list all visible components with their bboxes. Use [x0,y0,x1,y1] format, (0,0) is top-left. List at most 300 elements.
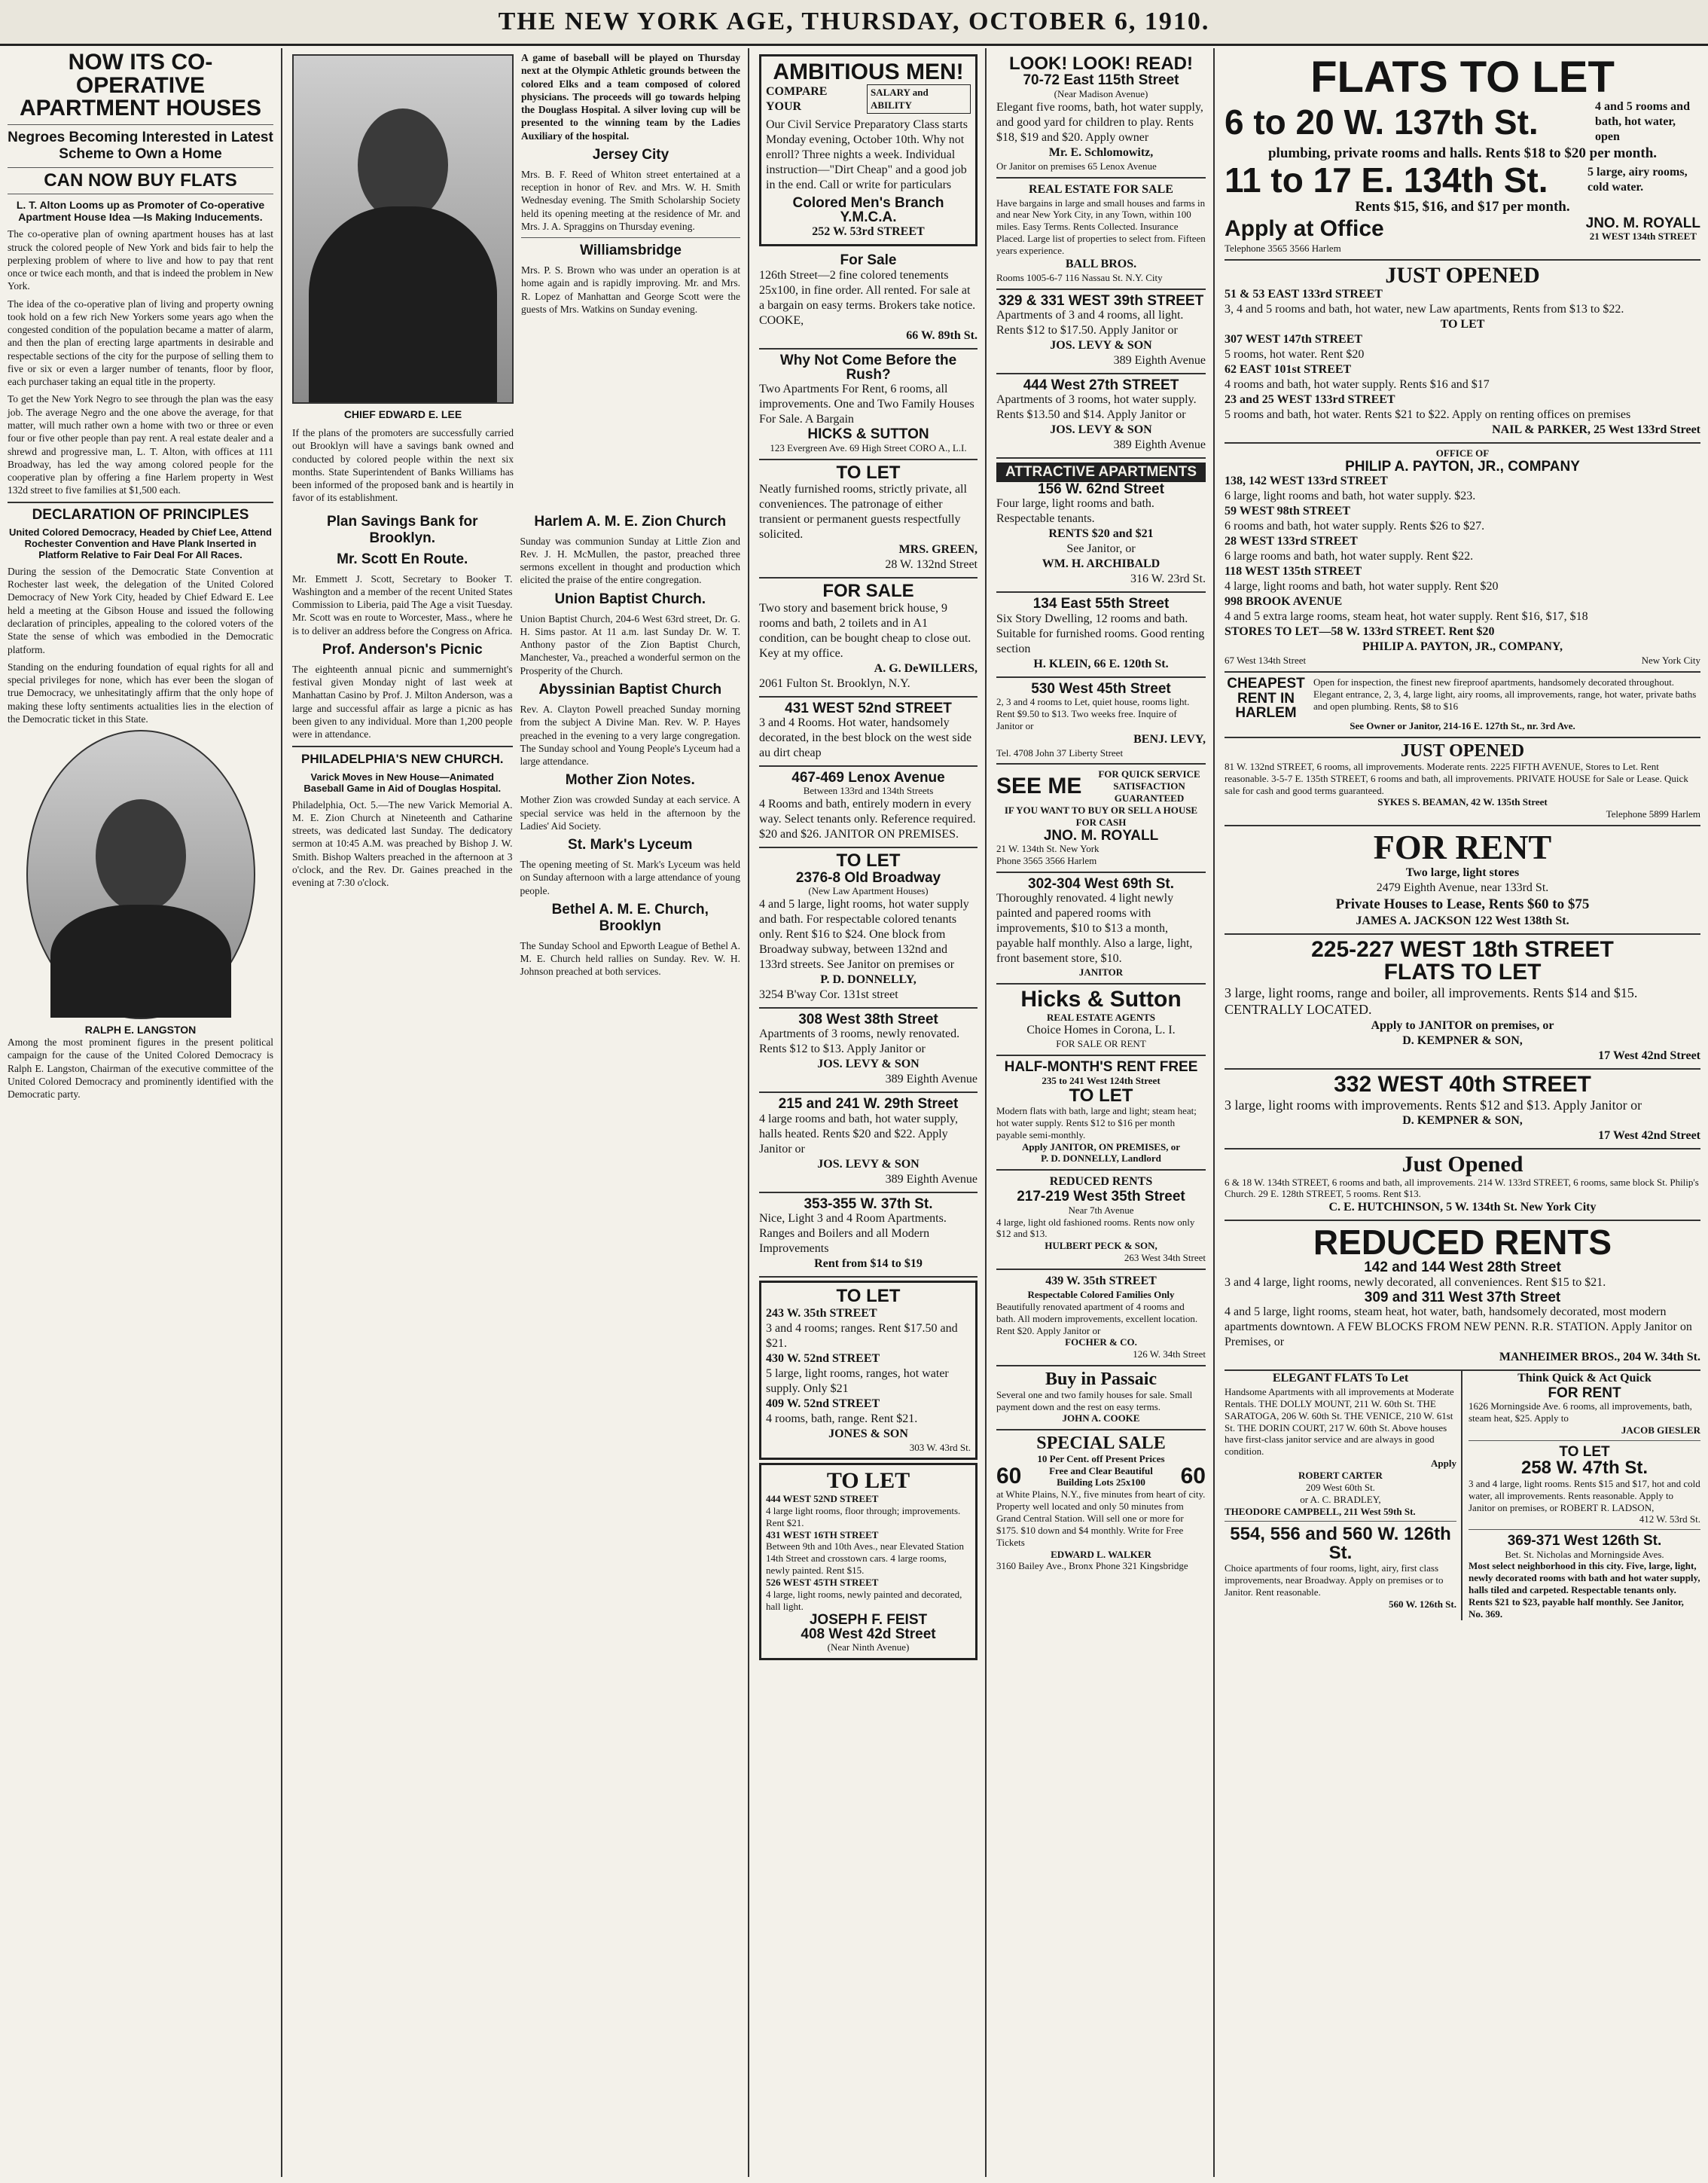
ad-address: 2479 Eighth Avenue, near 133rd St. [1376,881,1549,894]
article-paragraph: Mrs. B. F. Reed of Whiton street entertained at a reception in honor of Rev. and Mrs. W. H. Smith Wednesday evening. The Smith Scholarship Society held its opening meeting at the residence of Mr. and Mrs. J. A. Spraggins on Thursday evening. [521,168,740,232]
ad-body: Neatly furnished rooms, strictly private, all conveniences. The patronage of either transient or permanent guests respectfully solicited. [759,483,967,542]
ad-body: 4 large, light rooms, newly painted and decorated, hall light. [766,1588,962,1612]
column-3 [752,48,987,2177]
ad-name: JNO. M. ROYALL [1043,827,1159,844]
masthead: THE NEW YORK AGE, THURSDAY, OCTOBER 6, 1910. [0,0,1708,46]
ad-address: 2376-8 Old Broadway [795,869,941,886]
ad-text: COMPARE YOUR [766,84,828,113]
ad-address: 431 WEST 16TH STREET [766,1528,879,1540]
ad-address: 998 BROOK AVENUE [1225,595,1343,609]
ad-body: 4 large rooms and bath, hot water supply, halls heated. Rents $20 and $22. Apply Janitor or [759,1112,958,1156]
ad-schlomowitz [996,51,1206,179]
photo-caption: RALPH E. LANGSTON [84,1024,197,1037]
ad-address: 51 & 53 EAST 133rd STREET [1225,288,1383,301]
ad-body: 5 rooms, hot water. Rent $20 [1225,348,1365,362]
ad-cheapest-rent [1225,673,1700,738]
ad-body: Our Civil Service Preparatory Class starts Monday evening, October 10th. Why not enroll? Three nights a week. Individual instruction—"Dirt Cheap" and a good job in the end. Call or write for particulars [766,118,968,191]
section-deck: Varick Moves in New House—Animated Baseball Game in Aid of Douglas Hospital. [303,771,502,794]
ad-firm: D. KEMPNER & SON, [1402,1033,1523,1047]
deck-alton: L. T. Alton Looms up as Promoter of Co-operative Apartment House Idea —Is Making Inducements. [16,199,265,224]
ad-address: 21 WEST 134th STREET [1589,230,1697,242]
ad-address: 2061 Fulton St. Brooklyn, N.Y. [759,676,910,690]
ad-address: 126 W. 34th Street [1133,1348,1206,1360]
ad-address: 303 W. 43rd St. [909,1441,971,1453]
ad-address: 23 and 25 WEST 133rd STREET [1225,393,1395,407]
ad-subtitle: OFFICE OF [1435,447,1490,459]
headline-buy-flats: CAN NOW BUY FLATS [44,169,237,191]
ad-passaic [996,1366,1206,1430]
article-paragraph: The Sunday School and Epworth League of Bethel A. M. E. Church held rallies on Sunday. Rev. W. H. Johnson preached at both services. [520,939,740,978]
section-head: PHILADELPHIA'S NEW CHURCH. [301,751,504,766]
section-head: Williamsbridge [580,243,682,259]
ad-firm: HULBERT PECK & SON, [1045,1240,1157,1252]
ad-body: 3 large, light rooms with improvements. Rents $12 and $13. Apply Janitor or [1225,1097,1642,1113]
ad-body: 6 rooms and bath, hot water supply. Rents $26 to $27. [1225,520,1485,533]
ad-body: Most select neighborhood in this city. Five, large, light, newly decorated rooms with bath and hot water supply, halls tiled and carpeted. Respectable tenants only. Rents $21 to $23, payable half monthly. See Janitor, No. 369. [1469,1560,1700,1620]
ad-body: 4 large, light rooms and bath, hot water supply. Rent $20 [1225,580,1499,594]
ad-title: ATTRACTIVE APARTMENTS [996,463,1206,481]
ad-title: LOOK! LOOK! READ! [1009,53,1193,74]
ad-address: 11 to 17 E. 134th St. [1225,160,1548,200]
ad-address: 156 W. 62nd Street [1038,481,1164,497]
article-paragraph: Philadelphia, Oct. 5.—The new Varick Memorial A. M. E. Zion Church at Nineteenth and Catharine streets, was dedicated last Sunday. The dedicatory sermon at 10:45 A.M. was preached by Bishop J. W. Smith. Bishop Walters preached in the afternoon at 3 o'clock, and the Rev. Dr. Gaines preached in the evening at 7:30 o'clock. [292,798,513,889]
ad-subtitle: REAL ESTATE AGENTS [1046,1011,1155,1023]
ad-body: 4 large light rooms, floor through; improvements. Rent $21. [766,1504,961,1528]
ad-body: Open for inspection, the finest new fireproof apartments, handsomely decorated throughout. Elegant entrance, 2, 3, 4, large light, airy rooms, all improvements, range, hot water, private baths and open plumbing. Rents, $8 to $16 [1313,676,1697,713]
article-paragraph: If the plans of the promoters are successfully carried out Brooklyn will have a savings bank owned and conducted by colored people within the next six months. State Superintendent of Banks Williams has been informed of the proposed bank and is heartily in favor of its establishment. [292,427,514,504]
ad-address: 138, 142 WEST 133rd STREET [1225,475,1388,488]
ad-think-quick [1469,1371,1700,1437]
ad-royall-flats [1225,51,1700,261]
ad-firm: JONES & SON [828,1427,908,1440]
ad-name: C. E. HUTCHINSON, 5 W. 134th St. New York City [1328,1201,1597,1214]
section-head: Mr. Scott En Route. [337,551,468,567]
ad-subtitle: Respectable Colored Families Only [1027,1289,1175,1301]
ad-126th-street [759,249,978,349]
ad-subtitle: Between 133rd and 134th Streets [803,785,934,797]
ad-name: JOHN A. COOKE [1062,1412,1140,1424]
ad-address: 409 W. 52nd STREET [766,1397,880,1410]
ad-title: Hicks & Sutton [1020,987,1182,1012]
ad-title: FOR SALE [822,581,914,602]
ad-address: 263 West 34th Street [1124,1252,1206,1264]
ad-title: 332 WEST 40th STREET [1334,1071,1591,1097]
ad-title: Buy in Passaic [1045,1369,1157,1390]
column-1 [0,48,282,2177]
ad-firm: FOCHER & CO. [1065,1336,1137,1348]
ad-firm: JOS. LEVY & SON [1050,423,1152,437]
ad-title: For Sale [840,252,897,269]
ad-text: Private Houses to Lease, Rents $60 to $75 [1335,896,1590,912]
article-paragraph: The co-operative plan of owning apartment houses has at last struck the colored people of New York and bids fair to help the perplexing problem of where to live and how to pay that rent once or twice each month, and that is indeed the problem in New York. [8,228,273,292]
ad-address: 235 to 241 West 124th Street [1042,1074,1161,1086]
ad-title: PHILIP A. PAYTON, JR., COMPANY [1345,459,1580,475]
ad-subtitle: 10 Per Cent. off Present Prices [1037,1452,1165,1464]
ad-elegant-flats [1225,1371,1456,1517]
ad-title: AMBITIOUS MEN! [773,60,964,84]
ad-address: 142 and 144 West 28th Street [1364,1259,1561,1276]
ad-title: FOR RENT [1373,828,1552,867]
ad-body: Choice Homes in Corona, L. I. [1026,1024,1176,1037]
ad-body: Modern flats with bath, large and light; steam heat; hot water supply. Rents $12 to $16 per month payable semi-monthly. [996,1105,1197,1140]
ad-title: SEE ME [996,773,1082,798]
ad-address: 217-219 West 35th Street [1017,1189,1185,1205]
article-paragraph: Among the most prominent figures in the present political campaign for the cause of the United Colored Democracy is Ralph E. Langston, Chairman of the executive committee of the United Colored Democracy and prominently identified with the Democratic party. [8,1037,273,1101]
ad-body: 6 & 18 W. 134th STREET, 6 rooms and bath, all improvements. 214 W. 133rd STREET, 6 rooms, same block St. Philip's Church. 29 E. 128th STREET, 5 rooms. Rent $13. [1225,1176,1699,1200]
ad-address: 123 Evergreen Ave. 69 High Street CORO A., L.I. [770,441,967,453]
ad-address: Or Janitor on premises 65 Lenox Avenue [996,160,1157,172]
deck-cooperative: Negroes Becoming Interested in Latest Scheme to Own a Home [8,129,273,162]
ad-text: FOR QUICK SERVICE SATISFACTION GUARANTEED [1098,768,1200,805]
portrait-photo-lee [292,54,514,404]
section-head: Union Baptist Church. [554,591,706,607]
ad-text: or A. C. BRADLEY, [1300,1493,1381,1505]
article-paragraph: Mother Zion was crowded Sunday at each service. A special service was held in the afternoon by the Ladies' Aid Society. [520,794,740,832]
ad-joseph-feist [759,1463,978,1660]
ad-431-w-52nd [759,698,978,767]
ad-body: Nice, Light 3 and 4 Room Apartments. Ranges and Boilers and all Modern Improvements [759,1212,947,1256]
ad-body: Thoroughly renovated. 4 light newly painted and papered rooms with improvements, $10 to $13 a month, payable half monthly. Also a large, light, front basement store, $10. [996,892,1193,966]
article-paragraph: Standing on the enduring foundation of equal rights for all and special privileges for none, which has ever been the slogan of true Democracy, we unhesitatingly affirm that the only hope of making these lofty sentiments actualities lies in the election of the Democratic ticket in this State. [8,661,273,725]
article-paragraph: The idea of the co-operative plan of living and property owning took hold on a few rich New Yorkers some years ago when the congested condition of the population became a matter of alarm, and then the plan of erecting large apartments in desirable and respectable sections of the city for the purpose of selling them to five or six or even a larger number of tenants, floor by floor, each purchaser taking an equal title in the property. [8,298,273,388]
article-paragraph: The eighteenth annual picnic and summernight's festival given Monday night of last week at Manhattan Casino by Prof. J. Milton Anderson, was a large and successful affair as large a picnic as has been given to any individual. More than 1,200 people were in attendance. [292,663,513,740]
ad-subtitle: (Near Madison Avenue) [1054,87,1148,99]
article-paragraph: Rev. A. Clayton Powell preached Sunday morning from the subject A Divine Man. Rev. W. P. Hayes preached in the evening to a very large congregation. The Sunday school and Young People's Lyceum had a large attendance. [520,703,740,768]
ad-address: 316 W. 23rd St. [1130,572,1206,586]
article-paragraph: Union Baptist Church, 204-6 West 63rd street, Dr. G. H. Sims pastor. At 11 a.m. last Sunday Dr. W. T. Anthony pastor of the Zion Baptist Church, Manchester, Va., preached a wonderful sermon on the Prosperity of the Church. [520,612,740,676]
ad-address: 62 EAST 101st STREET [1225,363,1352,377]
ad-attractive-apartments [996,459,1206,593]
ad-subtitle: Bet. St. Nicholas and Morningside Aves. [1505,1548,1664,1560]
ad-jones-son [759,1281,978,1460]
ad-address: 307 WEST 147th STREET [1225,333,1363,347]
ad-name: WM. H. ARCHIBALD [1042,557,1161,571]
ad-title: HALF-MONTH'S RENT FREE [1004,1059,1198,1076]
headline-declaration: DECLARATION OF PRINCIPLES [32,506,249,523]
ad-name: P. D. DONNELLY, [820,972,917,986]
ad-firm: NAIL & PARKER, 25 West 133rd Street [1492,423,1700,437]
ad-address: 389 Eighth Avenue [1113,438,1206,452]
ad-body: at White Plains, N.Y., five minutes from heart of city. Property well located and only 50 minutes from Grand Central Station. Will sell one or more for $175. $10 down and $4 monthly. Write for Free Tickets [996,1488,1206,1548]
ad-text: See Owner or Janitor, 214-16 E. 127th St., nr. 3rd Ave. [1350,720,1575,732]
ad-w-29th [759,1093,978,1192]
article-paragraph: During the session of the Democratic State Convention at Rochester last week, the delegation of the United Colored Democracy of New York City, headed by Chief Edward E. Lee held a meeting at the Gibson House and issued the following declaration of principles, appealing to the colored voters of the State the sense of which was embodied in the Democratic platform. [8,565,273,655]
ad-title: TO LET [826,1468,910,1494]
ad-address: 258 W. 47th St. [1520,1458,1649,1479]
ad-body: 6 large, light rooms and bath, hot water supply. $23. [1225,490,1476,503]
ad-address: 412 W. 53rd St. [1639,1513,1700,1525]
ad-firm: D. KEMPNER & SON, [1402,1114,1523,1128]
article-paragraph: A game of baseball will be played on Thursday next at the Olympic Athletic grounds between the colored Elks and a team composed of colored physicians. The proceeds will go towards helping the Douglass Hospital. A silver loving cup will be presented to the winning team by the Ladies Auxiliary of the hospital. [521,52,740,142]
ad-rent: Rent from $14 to $19 [814,1257,923,1271]
ad-name: SYKES S. BEAMAN, 42 W. 135th Street [1377,796,1548,808]
ad-title: 225-227 WEST 18th STREET [1311,936,1614,962]
ad-body: 81 W. 132nd STREET, 6 rooms, all improvements. Moderate rents. 2225 FIFTH AVENUE, Stores to Let. Rent reasonable. 3-5-7 E. 135th STREET, 6 rooms and bath, all improvements. PRIVATE HOUSE for Sale or Lease. Quick sale for cash and good terms guaranteed. [1225,760,1688,796]
ad-title: 329 & 331 WEST 39th STREET [998,292,1204,309]
ad-body: 126th Street—2 fine colored tenements 25x100, in fine order. All rented. For sale at a bargain on easy terms. Brokers take notice. COOKE, [759,268,976,327]
ad-hutchinson [1225,1150,1700,1221]
ad-body: plumbing, private rooms and halls. Rents $18 to $20 per month. [1267,145,1658,162]
ad-address: 28 WEST 133rd STREET [1225,535,1358,548]
ad-subtitle: TO LET [1440,318,1485,331]
ad-address: 67 West 134th Street [1225,655,1307,667]
ad-title: 439 W. 35th STREET [1045,1275,1157,1288]
ad-title: TO LET [836,1286,901,1307]
ad-text: Two large, light stores [1405,866,1520,879]
ad-name: Mr. E. Schlomowitz, [1048,145,1154,159]
ad-body: Six Story Dwelling, 12 rooms and bath. Suitable for furnished rooms. Good renting section [996,612,1205,655]
ad-body: Handsome Apartments with all improvements at Moderate Rentals. THE DOLLY MOUNT, 211 W. 60th St. THE SARATOGA, 206 W. 60th St. THE VENICE, 210 W. 61st St. THE DORIN COURT, 217 W. 60th St. Above houses have first-class janitor service and are always in good condition. [1225,1386,1454,1458]
ad-ymca [759,54,978,246]
ad-ball-bros [996,179,1206,290]
ad-w-126th-554 [1225,1525,1456,1610]
ad-firm: JOS. LEVY & SON [817,1058,920,1071]
photo-caption: CHIEF EDWARD E. LEE [343,408,462,420]
ad-body: Apartments of 3 rooms, newly renovated. Rents $12 to $13. Apply Janitor or [759,1027,960,1056]
ad-city: New York City [1641,655,1700,667]
ad-body: 3 and 4 Rooms. Hot water, handsomely decorated, in the best block on the west side au dirt cheap [759,716,972,760]
ad-title: 134 East 55th Street [1032,596,1170,612]
ad-title: TO LET [836,462,901,483]
ad-body: Apartments of 3 and 4 rooms, all light. Rents $12 to $17.50. Apply Janitor or [996,309,1184,337]
ad-firm: PHILIP A. PAYTON, JR., COMPANY, [1362,640,1563,654]
ad-title: 444 West 27th STREET [1023,377,1179,394]
section-head: Plan Savings Bank for Brooklyn. [326,513,478,546]
ad-nail-parker [1225,261,1700,444]
ad-name: H. KLEIN, 66 E. 120th St. [1033,657,1169,670]
ad-body: Elegant five rooms, bath, hot water supply, and good yard for children to play. Rents $18, $19 and $20. Apply owner [996,100,1203,144]
ad-address: 59 WEST 98th STREET [1225,505,1351,518]
ad-name: A. G. DeWILLERS, [874,661,978,675]
ad-address: 243 W. 35th STREET [766,1306,877,1320]
ad-text: 5 large, airy rooms, cold water. [1588,166,1688,194]
ad-name: P. D. DONNELLY, Landlord [1041,1153,1161,1165]
ad-address: 17 West 42nd Street [1598,1129,1700,1143]
ad-text: Apply [1431,1458,1456,1470]
ad-manheimer [1225,1221,1700,1371]
ad-w-40th [1225,1070,1700,1150]
ad-body: Between 9th and 10th Aves., near Elevated Station 14th Street and crosstown cars. 4 large rooms, newly painted. Rent $15. [766,1540,964,1577]
article-paragraph: Mrs. P. S. Brown who was under an operation is at home again and is rapidly improving. Mr. and Mrs. R. Lopez of Manhattan and George Scott were the guests of Mrs. Watkins on Sunday evening. [521,264,740,315]
ad-subtitle: (Near Ninth Avenue) [827,1641,910,1653]
ad-address: 389 Eighth Avenue [885,1172,978,1186]
ad-text: Free and Clear Beautiful Building Lots 25x100 [1049,1464,1153,1488]
section-head: Prof. Anderson's Picnic [322,641,483,658]
ad-text: JANITOR [1078,966,1124,979]
ad-address: 66 W. 89th St. [906,328,978,342]
ad-half-month-free [996,1056,1206,1171]
ad-address: 3254 B'way Cor. 131st street [759,988,898,1001]
ad-body: 3 and 4 large, light rooms, newly decorated, all conveniences. Rent $15 to $21. [1225,1275,1606,1289]
ad-hicks-sutton [759,350,978,460]
ad-text: Apply at Office [1225,215,1384,241]
ad-name: EDWARD L. WALKER [1051,1548,1151,1560]
ad-title: 431 WEST 52nd STREET [785,700,952,716]
ad-address: 408 West 42d Street [801,1626,936,1642]
ad-w-27th [996,374,1206,459]
ad-payton [1225,444,1700,673]
section-head: Abyssinian Baptist Church [538,681,722,698]
section-head: Bethel A. M. E. Church, Brooklyn [551,901,709,934]
ad-subtitle: TO LET [1069,1085,1133,1106]
ad-text: IF YOU WANT TO BUY OR SELL A HOUSE FOR CASH [1004,804,1198,828]
column-4 [989,48,1215,2177]
ad-firm: JOS. LEVY & SON [817,1157,920,1171]
ad-body: 4 large, light old fashioned rooms. Rents now only $12 and $13. [996,1216,1195,1240]
ad-subtitle: FOR RENT [1548,1385,1621,1401]
ad-subtitle: (New Law Apartment Houses) [808,885,929,897]
ad-phone: Phone 3565 3566 Harlem [996,854,1097,866]
ad-body: 2, 3 and 4 rooms to Let, quiet house, rooms light. Rent $9.50 to $13. Two weeks free. Inquire of Janitor or [996,695,1190,731]
ad-phone: Telephone 5899 Harlem [1606,808,1700,820]
ad-body: 3, 4 and 5 rooms and bath, hot water, new Law apartments, Rents from $13 to $22. [1225,303,1624,316]
ad-address: 209 West 60th St. [1306,1481,1375,1493]
ad-text: Apply JANITOR, ON PREMISES, or [1022,1140,1180,1153]
ad-w-18th [1225,935,1700,1070]
deck-declaration: United Colored Democracy, Headed by Chief Lee, Attend Rochester Convention and Have Plank Inserted in Platform Relative to Fair Deal For All Races. [9,526,272,560]
ad-hicks-sutton-corona [996,985,1206,1056]
ad-lenox-avenue [759,767,978,848]
ad-jackson [1225,826,1700,935]
ad-title: FLATS TO LET [1310,53,1615,102]
ad-title: REAL ESTATE FOR SALE [1029,182,1173,196]
ad-title: 308 West 38th Street [798,1011,938,1027]
ad-text: 4 and 5 rooms and bath, hot water, open [1595,100,1690,144]
ad-address: 389 Eighth Avenue [885,1073,978,1086]
ad-title: JUST OPENED [1385,262,1540,288]
ad-title: Just Opened [1401,1152,1523,1177]
ad-name: BENJ. LEVY, [1133,732,1206,746]
ad-w-47th [1469,1445,1700,1525]
ad-e-55th [996,593,1206,677]
ad-address: 70-72 East 115th Street [1023,72,1179,89]
ad-text: SALARY and ABILITY [867,84,971,114]
ad-body: Choice apartments of four rooms, light, airy, first class improvements, near Broadway. Apply on premises or to Janitor. Rent reasonable. [1225,1562,1444,1598]
ad-title: Why Not Come Before the Rush? [779,352,957,383]
ad-w-126th-369 [1469,1534,1700,1620]
ad-title: 530 West 45th Street [1031,680,1171,697]
ad-w-39th [996,290,1206,374]
portrait-photo-langston [26,730,255,1019]
ad-body: 6 large rooms and bath, hot water supply. Rent $22. [1225,550,1474,563]
ad-firm: MANHEIMER BROS., 204 W. 34th St. [1499,1351,1700,1363]
ad-address: 252 W. 53rd STREET [812,225,925,239]
ad-body: Beautifully renovated apartment of 4 rooms and bath. All modern improvements, excellent location. Rent $20. Apply Janitor or [996,1300,1198,1336]
ad-address: 28 W. 132nd Street [885,558,978,572]
ad-body: 3 and 4 rooms; ranges. Rent $17.50 and $21. [766,1321,958,1350]
ad-address: 430 W. 52nd STREET [766,1351,880,1365]
ad-text: Apply to JANITOR on premises, or [1371,1018,1554,1032]
ad-title: 369-371 West 126th St. [1507,1533,1662,1549]
ad-address: 21 W. 134th St. New York [996,843,1100,855]
ad-name: JAMES A. JACKSON 122 West 138th St. [1356,914,1569,927]
ad-address: 3160 Bailey Ave., Bronx Phone 321 Kingsbridge [996,1560,1188,1572]
section-head: Mother Zion Notes. [565,772,695,789]
ad-title: JUST OPENED [1400,741,1525,762]
ad-old-broadway [759,848,978,1009]
ad-address: 6 to 20 W. 137th St. [1225,102,1539,142]
ad-subtitle: Near 7th Avenue [1068,1204,1134,1216]
ad-title: 467-469 Lenox Avenue [791,770,945,786]
ad-address: 444 WEST 52ND STREET [766,1493,879,1504]
ad-body: 4 and 5 large, light rooms, steam heat, hot water, bath, handsomely decorated, most modern apartments downtown. A FEW BLOCKS FROM NEW PENN. R.R. STATION. Apply Janitor on Premises, or [1225,1305,1692,1348]
ad-title: CHEAPEST RENT IN HARLEM [1227,676,1305,722]
ad-body: 3 large, light rooms, range and boiler, all improvements. Rents $14 and $15. CENTRALLY LOCATED. [1225,985,1638,1018]
ad-firm: BALL BROS. [1065,257,1137,270]
column-2 [285,48,749,2177]
ad-address: 17 West 42nd Street [1598,1049,1700,1062]
ad-royall-see-me [996,765,1206,872]
ad-name: MRS. GREEN, [898,543,978,557]
ad-title: TO LET [836,850,901,872]
ad-beaman [1225,738,1700,826]
ad-title: 302-304 West 69th St. [1028,875,1174,892]
ad-rent: RENTS $20 and $21 [1048,527,1154,541]
ad-body: 4 Rooms and bath, entirely modern in every way. Select tenants only. Reference required. $20 and $26. JANITOR ON PREMISES. [759,798,976,841]
ad-body: Have bargains in large and small houses and farms in and near New York City, in any Town, within 100 miles. Easy Terms. Rents Collected. Insurance Placed. Large list of properties to select from. Fifteen years experience. [996,197,1206,256]
ad-address: 389 Eighth Avenue [1113,354,1206,368]
ad-body: Two story and basement brick house, 9 rooms and bath, 2 toilets and in A1 condition, can be bought cheap to close out. Key at my office. [759,601,971,660]
ad-body: 4 rooms and bath, hot water supply. Rents $16 and $17 [1225,378,1490,392]
ad-text: FOR SALE OR RENT [1056,1038,1146,1050]
ad-org: Colored Men's Branch Y.M.C.A. [792,194,944,225]
ad-address: 560 W. 126th St. [1389,1598,1456,1610]
ad-body: 5 rooms and bath, hot water. Rents $21 to $22. Apply on renting offices on premises [1225,408,1631,422]
ad-body: Two Apartments For Rent, 6 rooms, all improvements. One and Two Family Houses For Sale. A Bargain [759,383,974,426]
ad-w-69th [996,873,1206,985]
ad-title: SPECIAL SALE [1036,1433,1166,1454]
ad-body: 4 and 5 large, light rooms, hot water supply and bath. For respectable colored tenants only. Rent $16 to $24. One block from Broadway subway, between 132nd and 133rd streets. See Janitor on premises or [759,897,969,971]
ad-name: ROBERT CARTER [1298,1470,1383,1482]
ad-title: REDUCED RENTS [1049,1175,1153,1189]
section-head: Harlem A. M. E. Zion Church [534,513,727,530]
ad-439-w-35th [996,1270,1206,1366]
ad-address: 309 and 311 West 37th Street [1364,1289,1561,1305]
ad-body: 5 large, light rooms, ranges, hot water supply. Only $21 [766,1366,949,1395]
ad-firm: HICKS & SUTTON [807,426,929,443]
ad-furnished-rooms [759,460,978,579]
section-head: St. Mark's Lyceum [568,837,693,853]
ad-name: JACOB GIESLER [1621,1424,1700,1437]
ad-rent: Rents $15, $16, and $17 per month. [1355,198,1570,215]
article-paragraph: To get the New York Negro to see through the plan was the easy job. The average Negro and the one above the average, for that matter, will much rather own a home with two or three or even four or five other people than pay rent. A real estate dealer and a shrewd and progressive man, L. T. Alton, with offices at 111 Broadway, has led the way among colored people for the cooperative plan by offering a fine Harlem property in West 132d street to five families at $1,500 each. [8,393,273,496]
ad-phone: Telephone 3565 3566 Harlem [1225,242,1341,254]
ad-308-w-38th [759,1009,978,1093]
ad-w-37th [759,1193,978,1278]
article-paragraph: Mr. Emmett J. Scott, Secretary to Booker T. Washington and a member of the recent United States Commission to Liberia, paid The Age a visit Tuesday. Mr. Scott was en route to Worcester, Mass., where he is to deliver an address before the Congress on Africa. [292,572,513,637]
ad-title: TO LET [1559,1443,1610,1460]
ad-number: 60 [996,1464,1022,1489]
ad-body: Four large, light rooms and bath. Respectable tenants. [996,497,1154,526]
column-5 [1217,48,1708,2177]
ad-body: Several one and two family houses for sale. Small payment down and the rest on easy terms. [996,1388,1193,1412]
ad-body: 1626 Morningside Ave. 6 rooms, all improvements, bath, steam heat, $25. Apply to [1469,1400,1692,1424]
ad-subtitle: FLATS TO LET [1383,960,1542,985]
ad-text: STORES TO LET—58 W. 133rd STREET. Rent $20 [1225,625,1495,639]
ad-name: JNO. M. ROYALL [1585,215,1700,231]
ad-text: See Janitor, or [1066,542,1136,556]
ad-number: 60 [1180,1464,1206,1489]
ad-name: THEODORE CAMPBELL, 211 West 59th St. [1225,1505,1416,1517]
ad-title: 215 and 241 W. 29th Street [778,1096,959,1113]
ad-name: JOSEPH F. FEIST [809,1611,928,1628]
ad-body: 4 and 5 extra large rooms, steam heat, hot water supply. Rent $16, $17, $18 [1225,610,1588,624]
ad-body: 4 rooms, bath, range. Rent $21. [766,1412,918,1425]
ad-title: REDUCED RENTS [1313,1223,1612,1262]
ad-address: Rooms 1005-6-7 116 Nassau St. N.Y. City [996,271,1163,283]
ad-title: 353-355 W. 37th St. [804,1195,933,1212]
ad-address: 118 WEST 135th STREET [1225,565,1362,579]
